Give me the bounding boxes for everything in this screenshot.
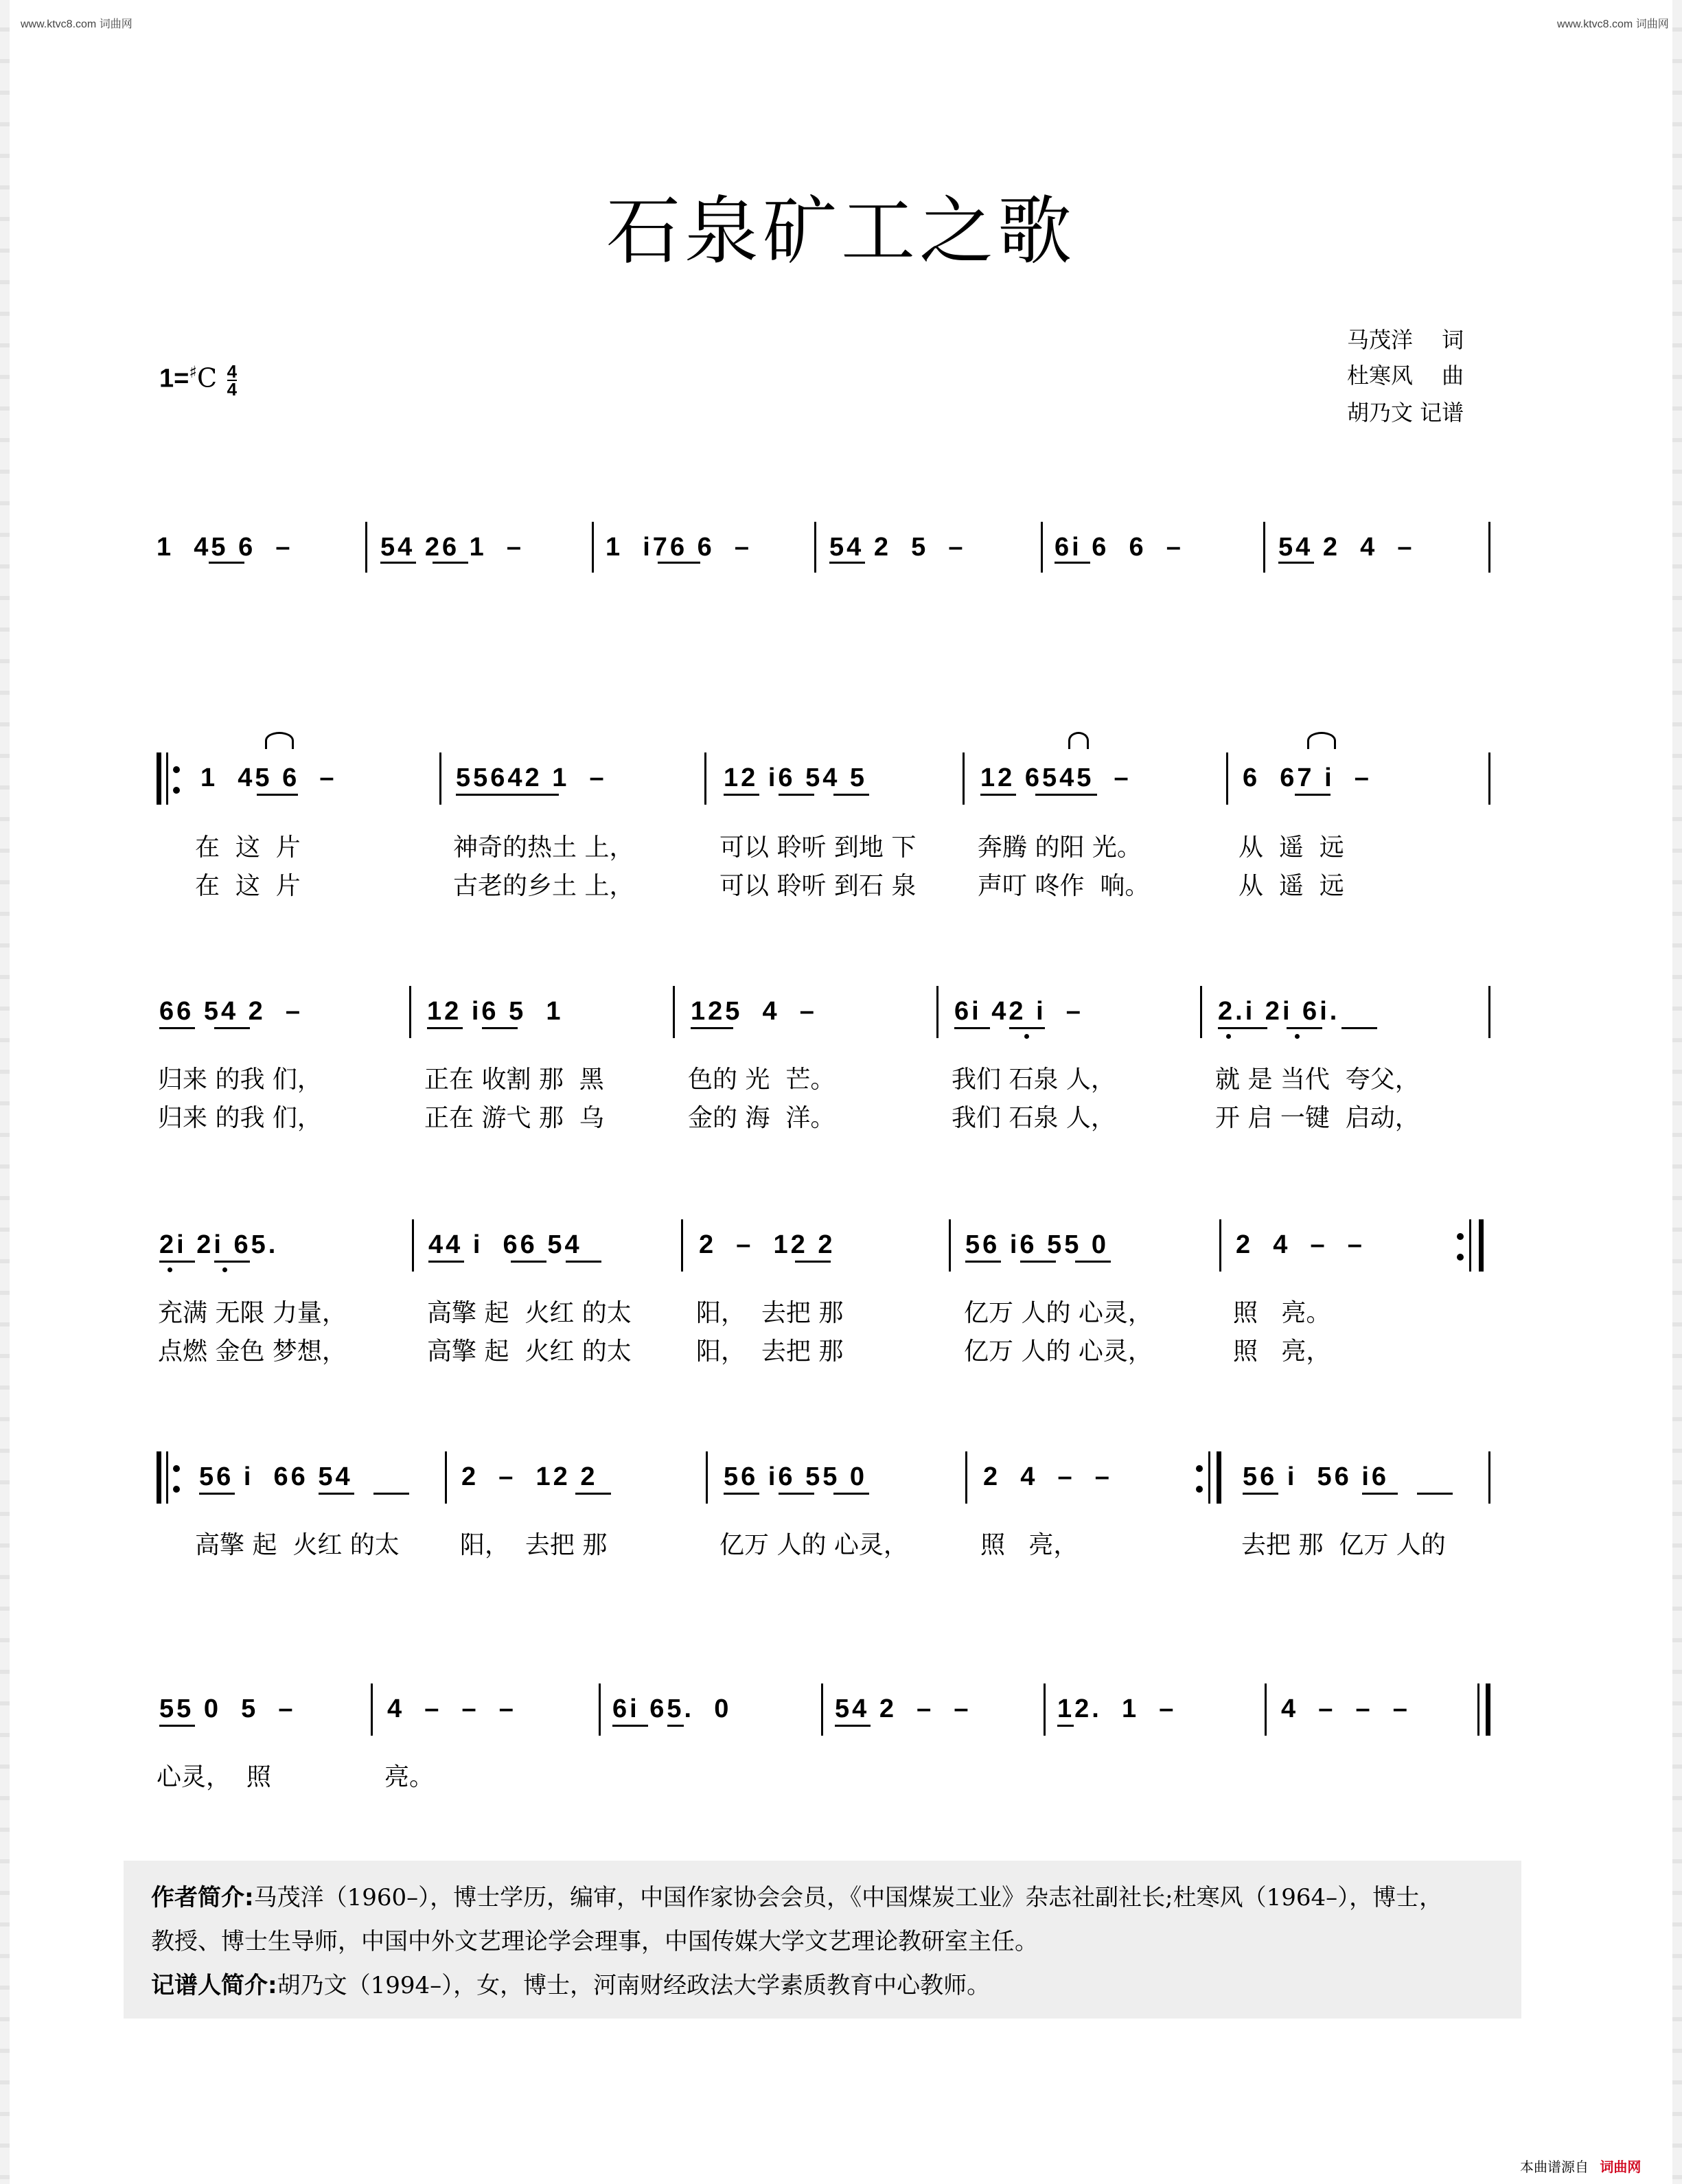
lyric-line: 照 亮， — [1233, 1337, 1331, 1366]
barline — [1044, 1683, 1046, 1736]
lyric-line: 照 亮， — [980, 1531, 1079, 1559]
measure: 56 i6 55 0 — [965, 1230, 1109, 1259]
lyric-line: 亮。 — [384, 1763, 435, 1791]
underline — [1009, 1027, 1045, 1029]
tie-mark — [1068, 732, 1089, 749]
barline — [1488, 522, 1490, 573]
barline — [821, 1683, 823, 1736]
measure: 4 – – – — [1281, 1694, 1410, 1723]
underline — [1417, 1493, 1453, 1495]
author-intro-label: 作者简介: — [151, 1884, 254, 1911]
underline — [1020, 1261, 1056, 1263]
right-border-strip — [1672, 0, 1682, 2184]
lyric-line: 亿万 人的 心灵， — [719, 1531, 908, 1559]
author-intro-text: 马茂洋（1960–），博士学历，编审，中国作家协会会员，《中国煤炭工业》杂志社副社长;杜寒风（1964–），博士， — [253, 1884, 1443, 1911]
measure: 54 2 5 – — [829, 533, 966, 562]
underline — [257, 794, 298, 796]
underline — [829, 562, 865, 564]
lyricist-credit: 马茂洋 词 — [1347, 327, 1464, 353]
underline — [209, 562, 244, 564]
repeat-dot — [173, 766, 180, 773]
underline — [1218, 1027, 1267, 1029]
underline — [1287, 1027, 1322, 1029]
lyric-line: 亿万 人的 心灵， — [964, 1337, 1153, 1366]
measure: 66 54 2 – — [159, 997, 303, 1026]
lyric-line: 可以 聆听 到地 下 — [719, 834, 917, 862]
underline — [373, 1493, 409, 1495]
lyric-line: 阳， 去把 那 — [696, 1299, 844, 1327]
time-bottom: 4 — [227, 378, 238, 400]
underline — [779, 1493, 814, 1495]
underline — [980, 794, 1016, 796]
lyric-line: 从 遥 远 — [1239, 872, 1344, 900]
lyric-line: 归来 的我 们， — [158, 1066, 322, 1094]
underline — [954, 1027, 990, 1029]
measure: 2 4 – – — [983, 1462, 1112, 1491]
barline — [1041, 522, 1043, 573]
underline — [779, 794, 814, 796]
lyric-line: 古老的乡土 上， — [453, 872, 634, 900]
lyric-line: 开 启 一键 启动， — [1215, 1104, 1420, 1132]
lyric-line: 亿万 人的 心灵， — [964, 1299, 1153, 1327]
barline — [1219, 1219, 1221, 1272]
underline — [1055, 562, 1090, 564]
barline — [1488, 986, 1490, 1038]
barline — [1200, 986, 1202, 1038]
measure: 54 2 4 – — [1278, 533, 1415, 562]
underline — [691, 1027, 733, 1029]
repeat-dot — [173, 1486, 180, 1493]
lyric-line: 照 亮。 — [1233, 1299, 1331, 1327]
barline — [592, 522, 594, 573]
barline — [963, 752, 965, 805]
header-site-right: www.ktvc8.com 词曲网 — [1557, 19, 1669, 30]
underline — [159, 1725, 195, 1727]
measure: 2 4 – – — [1236, 1230, 1365, 1259]
barline — [166, 752, 168, 805]
tie-mark — [265, 732, 294, 749]
author-intro — [151, 1876, 1504, 2008]
measure: 54 2 – – — [835, 1694, 971, 1723]
measure: 56 i6 55 0 — [724, 1462, 868, 1491]
footer-text: 本曲谱源自 — [1520, 2159, 1589, 2175]
measure: 6i 6 6 – — [1055, 533, 1184, 562]
measure: 2i 2i 65. — [159, 1230, 279, 1259]
underline — [667, 1725, 684, 1727]
repeat-dot — [1196, 1465, 1203, 1472]
measure: 1 45 6 – — [200, 763, 337, 792]
measure: 4 – – – — [387, 1694, 516, 1723]
barline — [1265, 1683, 1267, 1736]
lyric-line: 我们 石泉 人， — [952, 1066, 1116, 1094]
octave-dot — [1226, 1034, 1231, 1039]
lyric-line: 正在 收割 那 黑 — [424, 1066, 604, 1094]
measure: 1 45 6 – — [157, 533, 293, 562]
lyric-line: 可以 聆听 到石 泉 — [719, 872, 917, 900]
key-note: C — [196, 363, 218, 393]
lyric-line: 金的 海 洋。 — [688, 1104, 836, 1132]
measure: 55642 1 – — [456, 763, 607, 792]
transcriber-credit: 胡乃文 记谱 — [1347, 400, 1464, 426]
measure: 12 6545 – — [980, 763, 1131, 792]
underline — [1057, 1725, 1074, 1727]
measure: 6i 65. 0 — [612, 1694, 732, 1723]
repeat-start-barline — [157, 1451, 161, 1504]
repeat-dot — [173, 1465, 180, 1472]
barline — [814, 522, 816, 573]
underline — [319, 1493, 354, 1495]
underline — [724, 794, 759, 796]
octave-dot — [168, 1267, 172, 1272]
underline — [833, 794, 869, 796]
transcriber-intro-text: 胡乃文（1994–），女，博士，河南财经政法大学素质教育中心教师。 — [277, 1972, 991, 1999]
repeat-dot — [1196, 1486, 1203, 1493]
octave-dot — [222, 1267, 227, 1272]
lyric-line: 归来 的我 们， — [158, 1104, 322, 1132]
underline — [724, 1493, 759, 1495]
lyric-line: 在 这 片 — [195, 872, 301, 900]
author-intro-panel — [124, 1861, 1521, 2019]
barline — [409, 986, 411, 1038]
lyric-line: 在 这 片 — [195, 834, 301, 862]
lyric-line: 神奇的热土 上， — [453, 834, 634, 862]
footer-brand[interactable]: 词曲网 — [1600, 2159, 1641, 2175]
measure: 44 i 66 54 — [428, 1230, 582, 1259]
underline — [433, 562, 468, 564]
transcriber-intro-label: 记谱人简介: — [151, 1972, 277, 1999]
sharp-sign: ♯ — [189, 363, 197, 382]
underline — [1341, 1027, 1377, 1029]
underline — [199, 1493, 235, 1495]
barline — [1488, 752, 1490, 805]
lyric-line: 阳， 去把 那 — [460, 1531, 608, 1559]
underline — [214, 1027, 250, 1029]
lyric-line: 正在 游弋 那 乌 — [424, 1104, 604, 1132]
key-signature — [159, 360, 238, 400]
barline — [166, 1451, 168, 1504]
lyric-line: 去把 那 亿万 人的 — [1241, 1531, 1446, 1559]
underline — [511, 1261, 546, 1263]
repeat-start-barline — [157, 752, 161, 805]
lyric-line: 奔腾 的阳 光。 — [978, 834, 1142, 862]
octave-dot — [1295, 1034, 1300, 1039]
underline — [1075, 1261, 1111, 1263]
barline — [365, 522, 367, 573]
barline — [673, 986, 675, 1038]
barline — [681, 1219, 683, 1272]
underline — [1035, 794, 1097, 796]
barline — [1226, 752, 1228, 805]
barline — [439, 752, 441, 805]
lyric-line: 高擎 起 火红 的太 — [195, 1531, 400, 1559]
barline — [445, 1451, 447, 1504]
measure: 6i 42 i – — [954, 997, 1083, 1026]
underline — [482, 1027, 518, 1029]
underline — [159, 1261, 195, 1263]
underline — [428, 1261, 464, 1263]
underline — [575, 1493, 611, 1495]
barline — [936, 986, 938, 1038]
barline — [704, 752, 706, 805]
tie-mark — [1307, 732, 1336, 749]
repeat-end-barline — [1479, 1219, 1484, 1272]
underline — [427, 1027, 463, 1029]
repeat-dot — [1457, 1254, 1464, 1261]
author-intro-text-2: 教授、博士生导师，中国中外文艺理论学会理事，中国传媒大学文艺理论教研室主任。 — [151, 1928, 1038, 1955]
barline — [1477, 1683, 1479, 1736]
measure: 54 26 1 – — [380, 533, 525, 562]
time-top: 4 — [227, 360, 238, 382]
lyric-line: 声叮 咚作 响。 — [978, 872, 1150, 900]
barline — [949, 1219, 951, 1272]
composer-credit: 杜寒风 曲 — [1347, 363, 1464, 389]
repeat-end-barline — [1217, 1451, 1221, 1504]
lyric-line: 点燃 金色 梦想， — [158, 1337, 347, 1366]
underline — [835, 1725, 871, 1727]
header-site-left: www.ktvc8.com 词曲网 — [21, 19, 133, 30]
lyric-line: 就 是 当代 夸父， — [1215, 1066, 1420, 1094]
underline — [1295, 794, 1330, 796]
underline — [566, 1261, 601, 1263]
measure: 12. 1 – — [1057, 1694, 1177, 1723]
underline — [1362, 1493, 1398, 1495]
time-signature — [227, 360, 238, 400]
measure: 6 67 i – — [1243, 763, 1372, 792]
measure: 125 4 – — [691, 997, 817, 1026]
underline — [159, 1027, 195, 1029]
underline — [214, 1261, 250, 1263]
song-title: 石泉矿工之歌 — [606, 189, 1076, 275]
measure: 12 i6 5 1 — [427, 997, 564, 1026]
underline — [1278, 562, 1314, 564]
barline — [1469, 1219, 1471, 1272]
repeat-dot — [1457, 1233, 1464, 1240]
underline — [456, 794, 559, 796]
lyric-line: 阳， 去把 那 — [696, 1337, 844, 1366]
barline — [599, 1683, 601, 1736]
barline — [965, 1451, 967, 1504]
measure: 2.i 2i 6i. — [1218, 997, 1340, 1026]
lyric-line: 我们 石泉 人， — [952, 1104, 1116, 1132]
final-barline — [1486, 1683, 1490, 1736]
underline — [380, 562, 416, 564]
lyric-line: 高擎 起 火红 的太 — [427, 1337, 632, 1366]
repeat-dot — [173, 787, 180, 794]
underline — [612, 1725, 648, 1727]
barline — [1263, 522, 1265, 573]
measure: 2 – 12 2 — [699, 1230, 836, 1259]
underline — [1243, 1493, 1278, 1495]
lyric-line: 高擎 起 火红 的太 — [427, 1299, 632, 1327]
barline — [1208, 1451, 1210, 1504]
lyric-line: 从 遥 远 — [1239, 834, 1344, 862]
footer-source — [1520, 2156, 1641, 2176]
measure: 1 i76 6 – — [606, 533, 752, 562]
barline — [412, 1219, 414, 1272]
left-border-strip — [0, 0, 10, 2184]
lyric-line: 色的 光 芒。 — [688, 1066, 836, 1094]
measure: 2 – 12 2 — [461, 1462, 598, 1491]
underline — [833, 1493, 869, 1495]
lyric-line: 充满 无限 力量， — [158, 1299, 347, 1327]
underline — [795, 1261, 831, 1263]
barline — [1488, 1451, 1490, 1504]
barline — [371, 1683, 373, 1736]
barline — [706, 1451, 708, 1504]
key-prefix: 1= — [159, 364, 189, 393]
measure: 12 i6 54 5 — [724, 763, 868, 792]
lyric-line: 心灵， 照 — [157, 1763, 271, 1791]
measure: 55 0 5 – — [159, 1694, 296, 1723]
underline — [965, 1261, 1001, 1263]
measure: 56 i 66 54 — [199, 1462, 353, 1491]
measure: 56 i 56 i6 — [1243, 1462, 1390, 1491]
octave-dot — [1024, 1034, 1029, 1039]
underline — [658, 562, 700, 564]
